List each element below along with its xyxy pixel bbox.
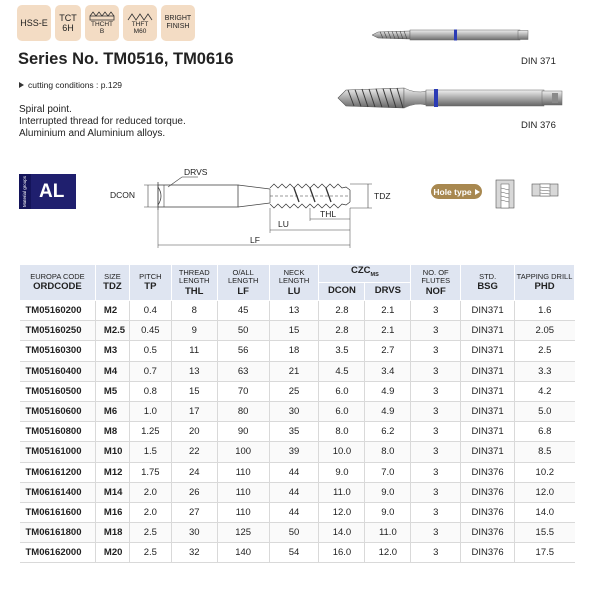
table-cell: 56 xyxy=(217,341,269,361)
table-cell: DIN371 xyxy=(461,301,515,321)
table-cell: 70 xyxy=(217,381,269,401)
table-cell: 5.0 xyxy=(515,401,575,421)
table-cell: 110 xyxy=(217,462,269,482)
col-group-czc: $CZC_{MS}$ xyxy=(319,265,411,283)
ordcode-cell: TM05160500 xyxy=(20,381,96,401)
table-cell: 3 xyxy=(411,422,461,442)
ordcode-cell: TM06161200 xyxy=(20,462,96,482)
table-cell: M18 xyxy=(95,523,129,543)
table-cell: 50 xyxy=(269,523,319,543)
table-cell: 2.1 xyxy=(365,301,411,321)
table-cell: 3 xyxy=(411,401,461,421)
table-cell: 18 xyxy=(269,341,319,361)
table-cell: 8.0 xyxy=(319,422,365,442)
table-cell: M4 xyxy=(95,361,129,381)
lu-label: LU xyxy=(278,219,289,229)
table-cell: 22 xyxy=(171,442,217,462)
table-cell: DIN371 xyxy=(461,321,515,341)
table-cell: 9.0 xyxy=(319,462,365,482)
table-cell: 11 xyxy=(171,341,217,361)
table-cell: 35 xyxy=(269,422,319,442)
table-cell: DIN371 xyxy=(461,401,515,421)
table-cell: 8 xyxy=(171,301,217,321)
ordcode-cell: TM05161000 xyxy=(20,442,96,462)
table-cell: 4.5 xyxy=(319,361,365,381)
table-cell: 7.0 xyxy=(365,462,411,482)
table-cell: M10 xyxy=(95,442,129,462)
table-cell: 110 xyxy=(217,502,269,522)
table-cell: 2.7 xyxy=(365,341,411,361)
table-cell: 3 xyxy=(411,543,461,563)
table-cell: 39 xyxy=(269,442,319,462)
din-371-label: DIN 371 xyxy=(521,56,556,67)
table-cell: 14.0 xyxy=(319,523,365,543)
col-neck-length: NECK LENGTH LU xyxy=(269,265,319,301)
table-cell: M2.5 xyxy=(95,321,129,341)
table-cell: 0.7 xyxy=(129,361,171,381)
table-cell: M16 xyxy=(95,502,129,522)
description: Spiral point. Interrupted thread for reduced torque. Aluminium and Aluminium alloys. xyxy=(19,104,186,139)
table-cell: 3 xyxy=(411,442,461,462)
table-cell: 8.0 xyxy=(365,442,411,462)
tap-dimension-drawing xyxy=(110,168,410,252)
table-cell: 17.5 xyxy=(515,543,575,563)
arrow-right-icon xyxy=(475,189,480,195)
hole-type-badge: Hole type xyxy=(431,184,482,199)
table-cell: 13 xyxy=(269,301,319,321)
col-size: SIZE TDZ xyxy=(95,265,129,301)
table-cell: 10.0 xyxy=(319,442,365,462)
table-cell: 3 xyxy=(411,361,461,381)
table-cell: 80 xyxy=(217,401,269,421)
table-cell: 2.0 xyxy=(129,482,171,502)
blue-ring xyxy=(454,30,457,41)
thl-label: THL xyxy=(320,209,337,219)
table-cell: 16.0 xyxy=(319,543,365,563)
table-cell: 54 xyxy=(269,543,319,563)
table-cell: 2.0 xyxy=(129,502,171,522)
table-cell: 1.6 xyxy=(515,301,575,321)
table-cell: 15.5 xyxy=(515,523,575,543)
page-title: Series No. TM0516, TM0616 xyxy=(18,50,234,68)
table-cell: DIN376 xyxy=(461,502,515,522)
table-row xyxy=(20,401,575,421)
table-row xyxy=(20,341,575,361)
table-row xyxy=(20,361,575,381)
material-code: AL xyxy=(39,180,65,202)
lf-label: LF xyxy=(250,235,260,245)
table-cell: 9.0 xyxy=(365,482,411,502)
table-cell: 10.2 xyxy=(515,462,575,482)
table-cell: DIN371 xyxy=(461,341,515,361)
table-cell: 2.5 xyxy=(129,523,171,543)
col-ordcode: EUROPA CODE ORDCODE xyxy=(20,265,96,301)
table-cell: 3 xyxy=(411,523,461,543)
table-cell: 12.0 xyxy=(319,502,365,522)
table-cell: 3 xyxy=(411,321,461,341)
table-cell: 1.25 xyxy=(129,422,171,442)
table-cell: 1.5 xyxy=(129,442,171,462)
col-flutes: NO. OF FLUTES NOF xyxy=(411,265,461,301)
ordcode-cell: TM05160800 xyxy=(20,422,96,442)
table-cell: 3.5 xyxy=(319,341,365,361)
table-cell: DIN371 xyxy=(461,422,515,442)
blue-ring xyxy=(434,89,438,107)
table-cell: DIN376 xyxy=(461,523,515,543)
table-cell: 6.2 xyxy=(365,422,411,442)
cutting-conditions[interactable]: cutting conditions : p.129 xyxy=(19,80,122,90)
table-cell: 27 xyxy=(171,502,217,522)
table-cell: 15 xyxy=(171,381,217,401)
table-cell: M3 xyxy=(95,341,129,361)
din-376-label: DIN 376 xyxy=(521,120,556,131)
table-cell: 30 xyxy=(171,523,217,543)
table-cell: DIN376 xyxy=(461,462,515,482)
table-cell: 3 xyxy=(411,502,461,522)
drvs-label: DRVS xyxy=(184,168,208,177)
ordcode-cell: TM06161600 xyxy=(20,502,96,522)
table-cell: M6 xyxy=(95,401,129,421)
table-cell: 4.9 xyxy=(365,401,411,421)
table-cell: 0.4 xyxy=(129,301,171,321)
dcon-label: DCON xyxy=(110,190,136,200)
arrow-right-icon xyxy=(19,82,24,88)
table-cell: 12.0 xyxy=(515,482,575,502)
table-cell: DIN376 xyxy=(461,482,515,502)
table-cell: 0.5 xyxy=(129,341,171,361)
table-cell: 15 xyxy=(269,321,319,341)
col-drvs: DRVS xyxy=(365,283,411,301)
material-group-badge xyxy=(19,174,76,209)
table-cell: 8.5 xyxy=(515,442,575,462)
ordcode-cell: TM06161400 xyxy=(20,482,96,502)
table-cell: 3.3 xyxy=(515,361,575,381)
table-cell: 17 xyxy=(171,401,217,421)
table-cell: 3 xyxy=(411,482,461,502)
thread-chamfer-icon xyxy=(89,11,115,21)
col-pitch: PITCH TP xyxy=(129,265,171,301)
col-std: STD. BSG xyxy=(461,265,515,301)
table-cell: DIN371 xyxy=(461,381,515,401)
tap-din371-image xyxy=(370,22,530,48)
table-cell: 9.0 xyxy=(365,502,411,522)
thread-form-icon xyxy=(127,12,153,21)
table-cell: 30 xyxy=(269,401,319,421)
hole-type-icons xyxy=(494,178,564,214)
table-cell: 2.8 xyxy=(319,301,365,321)
spec-badges xyxy=(17,5,195,41)
table-cell: 125 xyxy=(217,523,269,543)
tap-din376-image xyxy=(336,78,566,118)
table-cell: 3.4 xyxy=(365,361,411,381)
table-cell: M20 xyxy=(95,543,129,563)
badge-thread-chamfer: THCHT B xyxy=(85,5,119,41)
table-row xyxy=(20,321,575,341)
table-row xyxy=(20,422,575,442)
col-tapping-drill: TAPPING DRILL PHD xyxy=(515,265,575,301)
ordcode-cell: TM05160400 xyxy=(20,361,96,381)
table-cell: 2.05 xyxy=(515,321,575,341)
table-cell: 45 xyxy=(217,301,269,321)
table-body xyxy=(20,301,575,563)
col-overall-length: O/ALL LENGTH LF xyxy=(217,265,269,301)
table-cell: 100 xyxy=(217,442,269,462)
table-row xyxy=(20,442,575,462)
table-cell: 13 xyxy=(171,361,217,381)
table-row xyxy=(20,502,575,522)
table-cell: 21 xyxy=(269,361,319,381)
table-row xyxy=(20,543,575,563)
table-cell: 26 xyxy=(171,482,217,502)
table-row xyxy=(20,462,575,482)
table-cell: 6.0 xyxy=(319,381,365,401)
table-cell: 44 xyxy=(269,502,319,522)
table-cell: 2.5 xyxy=(515,341,575,361)
tdz-label: TDZ xyxy=(374,191,391,201)
table-cell: 44 xyxy=(269,482,319,502)
table-cell: 6.8 xyxy=(515,422,575,442)
table-row xyxy=(20,381,575,401)
badge-bright-finish: BRIGHT FINISH xyxy=(161,5,195,41)
ordcode-cell: TM06162000 xyxy=(20,543,96,563)
table-cell: M2 xyxy=(95,301,129,321)
through-hole-icon xyxy=(532,184,558,196)
table-cell: M8 xyxy=(95,422,129,442)
blind-hole-icon xyxy=(496,180,514,208)
table-cell: 20 xyxy=(171,422,217,442)
table-cell: 3 xyxy=(411,341,461,361)
table-cell: 2.8 xyxy=(319,321,365,341)
badge-thread-form: THFT M60 xyxy=(123,5,157,41)
table-cell: DIN371 xyxy=(461,442,515,462)
table-row xyxy=(20,523,575,543)
table-row xyxy=(20,301,575,321)
table-cell: M12 xyxy=(95,462,129,482)
ordcode-cell: TM05160600 xyxy=(20,401,96,421)
table-cell: 3 xyxy=(411,381,461,401)
table-cell: 2.5 xyxy=(129,543,171,563)
ordcode-cell: TM06161800 xyxy=(20,523,96,543)
table-cell: DIN376 xyxy=(461,543,515,563)
col-dcon: DCON xyxy=(319,283,365,301)
table-cell: 140 xyxy=(217,543,269,563)
table-cell: 1.75 xyxy=(129,462,171,482)
badge-tct-6h: TCT 6H xyxy=(55,5,81,41)
badge-hss-e: HSS-E xyxy=(17,5,51,41)
table-cell: 1.0 xyxy=(129,401,171,421)
col-thread-length: THREAD LENGTH THL xyxy=(171,265,217,301)
table-cell: 11.0 xyxy=(319,482,365,502)
table-cell: M14 xyxy=(95,482,129,502)
table-cell: 9 xyxy=(171,321,217,341)
table-cell: 25 xyxy=(269,381,319,401)
table-cell: 0.45 xyxy=(129,321,171,341)
table-cell: 3 xyxy=(411,301,461,321)
table-cell: 2.1 xyxy=(365,321,411,341)
material-groups-label: Material groups xyxy=(19,174,31,209)
table-cell: 50 xyxy=(217,321,269,341)
table-row xyxy=(20,482,575,502)
table-cell: 44 xyxy=(269,462,319,482)
table-cell: 90 xyxy=(217,422,269,442)
product-table xyxy=(19,264,575,563)
table-cell: 110 xyxy=(217,482,269,502)
table-cell: 32 xyxy=(171,543,217,563)
table-cell: 14.0 xyxy=(515,502,575,522)
table-cell: DIN371 xyxy=(461,361,515,381)
ordcode-cell: TM05160200 xyxy=(20,301,96,321)
table-cell: 12.0 xyxy=(365,543,411,563)
table-cell: 63 xyxy=(217,361,269,381)
table-cell: 11.0 xyxy=(365,523,411,543)
ordcode-cell: TM05160300 xyxy=(20,341,96,361)
table-cell: 0.8 xyxy=(129,381,171,401)
ordcode-cell: TM05160250 xyxy=(20,321,96,341)
table-cell: 4.2 xyxy=(515,381,575,401)
table-cell: M5 xyxy=(95,381,129,401)
table-cell: 24 xyxy=(171,462,217,482)
table-cell: 3 xyxy=(411,462,461,482)
table-cell: 4.9 xyxy=(365,381,411,401)
table-cell: 6.0 xyxy=(319,401,365,421)
